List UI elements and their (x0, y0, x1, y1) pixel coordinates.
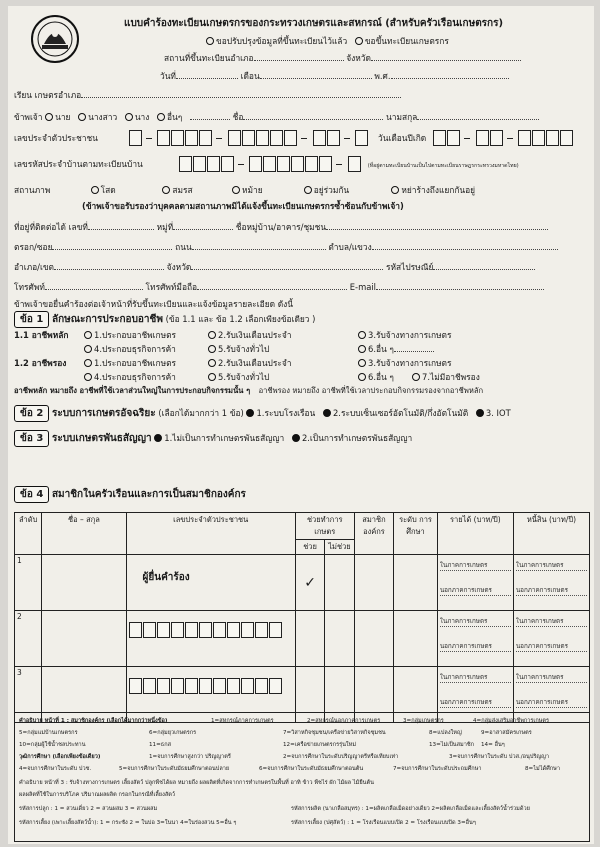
main-occ-choice-6[interactable]: 6.อื่น ๆ (358, 342, 434, 356)
table-row: 3 ในภาคการเกษตร นอกภาคการเกษตร ในภาคการเกษตร นอกภาคการเกษตร (15, 667, 590, 723)
smart-farm-sensor-radio[interactable]: 2.ระบบเซ็นเซอร์อัตโนมัติ/กึ่งอัตโนมัติ (323, 406, 468, 420)
sub-occ-choice-5[interactable]: 5.รับจ้างทั่วไป (208, 370, 269, 384)
section-2-header: ข้อ 2 ระบบการเกษตรอัจฉริยะ (เลือกได้มากกว่า 1 ข้อ) 1.ระบบโรงเรือน 2.ระบบเซ็นเซอร์อัตโนมัติ/กึ่งอัตโนมัติ 3. IOT (14, 405, 516, 422)
sub-occ-choice-3[interactable]: 3.รับจ้างทางการเกษตร (358, 356, 451, 370)
prefix-miss-radio[interactable]: นางสาว (78, 110, 117, 124)
address-line-2: ตรอก/ซอย ถนน ตำบล/แขวง (14, 240, 558, 254)
status-single-radio[interactable]: โสด (91, 183, 155, 197)
main-occ-choice-3[interactable]: 3.รับจ้างทางการเกษตร (358, 328, 451, 342)
road-field[interactable] (192, 240, 326, 250)
status-divorced-radio[interactable]: หย่าร้างถึงแยกกันอยู่ (391, 183, 475, 197)
dob-month-box[interactable] (476, 130, 489, 146)
id-cell[interactable] (126, 611, 295, 667)
registration-place-line: สถานที่ขึ้นทะเบียนอำเภอ จังหวัด (164, 51, 521, 65)
name-cell[interactable] (42, 611, 126, 667)
email-field[interactable] (376, 280, 544, 290)
district-field[interactable] (254, 51, 344, 61)
moo-field[interactable] (173, 220, 233, 230)
col-edu: ระดับ การศึกษา (394, 513, 438, 555)
occupation-definitions: อาชีพหลัก หมายถึง อาชีพที่ใช้เวลาส่วนใหญ่ในการประกอบกิจกรรมนั้น ๆ อาชีพรอง หมายถึง อาชีพที่ใช้เวลาประกอบกิจกรรมรองจากอาชีพหลัก (14, 386, 484, 395)
salutation: เรียน เกษตรอำเภอ (14, 88, 401, 102)
ministry-seal-logo (30, 14, 80, 64)
address-line-3: อำเภอ/เขต จังหวัด รหัสไปรษณีย์ (14, 260, 535, 274)
postcode-field[interactable] (433, 260, 535, 270)
date-line: วันที่ เดือน พ.ศ. (160, 69, 509, 83)
district-address-field[interactable] (54, 260, 164, 270)
first-name-field[interactable] (243, 110, 383, 120)
col-name: ชื่อ – สกุล (42, 513, 126, 555)
certification-note: (ข้าพเจ้าขอรับรองว่าบุคคลตามสถานภาพมิได้แจ้งขึ้นทะเบียนเกษตรกรซ้ำซ้อนกับข้าพเจ้า) (82, 201, 404, 211)
village-field[interactable] (326, 220, 548, 230)
name-cell[interactable] (42, 555, 126, 611)
house-id-row: เลขรหัสประจำบ้านตามทะเบียนบ้าน (ที่อยู่ตามทะเบียนบ้านเป็นไปตามทะเบียนราษฎรกระทรวงมหาดไทย) (14, 156, 519, 172)
col-income: รายได้ (บาท/ปี) (437, 513, 513, 555)
col-member: สมาชิก องค์กร (354, 513, 394, 555)
year-field[interactable] (391, 69, 509, 79)
status-widowed-radio[interactable]: หม้าย (232, 183, 296, 197)
form-sheet (8, 6, 594, 844)
household-members-table: ลำดับ ชื่อ – สกุล เลขประจำตัวประชาชน ช่วยทำการเกษตร สมาชิก องค์กร ระดับ การศึกษา รายได้ (บาท/ปี) หนี้สิน (บาท/ปี) ช่วย ไม่ช่วย 1 ผู้ยื่นคำร้อง ✓ ในภาคการเกษตร นอกภาคการเกษตร ในภาคการเกษตร นอกภาคการเกษตร 2 ในภาคการเกษตร นอกภาคการเกษตร ในภาคการเกษตร นอกภาคการเกษตร 3 ในภาคการเกษตร นอกภาคการเกษตร ในภาคการเกษตร นอกภาคการเกษตร (14, 512, 590, 723)
radio-icon (206, 37, 214, 45)
sub-occ-choice-4[interactable]: 4.ประกอบธุรกิจการค้า (84, 370, 176, 384)
main-occ-choice-4[interactable]: 4.ประกอบธุรกิจการค้า (84, 342, 176, 356)
table-row: 1 ผู้ยื่นคำร้อง ✓ ในภาคการเกษตร นอกภาคการเกษตร ในภาคการเกษตร นอกภาคการเกษตร (15, 555, 590, 611)
form-title: แบบคำร้องทะเบียนเกษตรกรของกระทรวงเกษตรและสหกรณ์ (สำหรับครัวเรือนเกษตรกร) (124, 18, 504, 29)
main-occupation-label: 1.1 อาชีพหลัก (14, 330, 69, 340)
main-occ-choice-5[interactable]: 5.รับจ้างทั่วไป (208, 342, 269, 356)
smart-farm-greenhouse-radio[interactable]: 1.ระบบโรงเรือน (246, 406, 315, 420)
sub-occ-choice-7[interactable]: 7.ไม่มีอาชีพรอง (412, 370, 480, 384)
sub-occ-choice-1[interactable]: 1.ประกอบอาชีพเกษตร (84, 356, 176, 370)
contract-no-radio[interactable]: 1.ไม่เป็นการทำเกษตรพันธสัญญา (154, 431, 284, 445)
secondary-occupation-label: 1.2 อาชีพรอง (14, 358, 67, 368)
id-digit-box[interactable] (129, 130, 142, 146)
applicant-label: ผู้ยื่นคำร้อง (142, 572, 190, 583)
option-update-checkbox[interactable]: ขอปรับปรุงข้อมูลที่ขึ้นทะเบียนไว้แล้ว (206, 34, 347, 48)
sub-occ-choice-6[interactable]: 6.อื่น ๆ (358, 370, 394, 384)
dob-year-box[interactable] (518, 130, 531, 146)
declaration-text: ข้าพเจ้าขอยื่นคำร้องต่อเจ้าหน้าที่รับขึ้นทะเบียนและแจ้งข้อมูลรายละเอียด ดังนี้ (14, 299, 293, 309)
mobile-field[interactable] (197, 280, 347, 290)
district-officer-field[interactable] (81, 88, 401, 98)
prefix-mr-radio[interactable]: นาย (45, 110, 70, 124)
prefix-other-radio[interactable]: อื่นๆ (157, 110, 182, 124)
radio-icon (355, 37, 363, 45)
house-id-digit-box[interactable] (179, 156, 192, 172)
month-field[interactable] (260, 69, 372, 79)
prefix-mrs-radio[interactable]: นาง (125, 110, 150, 124)
sub-occ-choice-2[interactable]: 2.รับเงินเดือนประจำ (208, 356, 291, 370)
col-help: ช่วยทำการเกษตร (295, 513, 354, 540)
house-no-field[interactable] (88, 220, 154, 230)
status-married-radio[interactable]: สมรส (162, 183, 224, 197)
address-line-1: ที่อยู่ที่ติดต่อได้ เลขที่ หมู่ที่ ชื่อหมู่บ้าน/อาคาร/ชุมชน (14, 220, 548, 234)
option-register-checkbox[interactable]: ขอขึ้นทะเบียนเกษตรกร (355, 34, 449, 48)
main-occ-choice-2[interactable]: 2.รับเงินเดือนประจำ (208, 328, 291, 342)
alley-field[interactable] (52, 240, 172, 250)
help-check-mark[interactable]: ✓ (295, 555, 324, 611)
contract-yes-radio[interactable]: 2.เป็นการทำเกษตรพันธสัญญา (292, 431, 412, 445)
section-4-header: ข้อ 4 สมาชิกในครัวเรือนและการเป็นสมาชิกองค์กร (14, 486, 246, 503)
id-cell[interactable] (126, 555, 295, 611)
smart-farm-iot-radio[interactable]: 3. IOT (476, 408, 511, 418)
last-name-field[interactable] (417, 110, 539, 120)
table-row: 2 ในภาคการเกษตร นอกภาคการเกษตร ในภาคการเกษตร นอกภาคการเกษตร (15, 611, 590, 667)
status-cohabit-radio[interactable]: อยู่ร่วมกัน (304, 183, 384, 197)
province-address-field[interactable] (191, 260, 383, 270)
col-debt: หนี้สิน (บาท/ปี) (513, 513, 589, 555)
contact-line: โทรศัพท์ โทรศัพท์มือถือ E-mail (14, 280, 544, 294)
day-field[interactable] (176, 69, 238, 79)
request-type-options (206, 34, 454, 48)
main-occ-choice-1[interactable]: 1.ประกอบอาชีพเกษตร (84, 328, 176, 342)
section-1-header: ข้อ 1 ลักษณะการประกอบอาชีพ (ข้อ 1.1 และ ข้อ 1.2 เลือกเพียงข้อเดียว ) (14, 311, 315, 328)
col-seq: ลำดับ (15, 513, 42, 555)
col-id: เลขประจำตัวประชาชน (126, 513, 295, 555)
dob-day-box[interactable] (433, 130, 446, 146)
citizen-id-row: เลขประจำตัวประชาชน วันเดือนปีเกิด (14, 130, 574, 146)
marital-status-row: สถานภาพ โสด สมรส หม้าย อยู่ร่วมกัน หย่าร้างถึงแยกกันอยู่ (14, 185, 476, 195)
province-field[interactable] (371, 51, 521, 61)
name-line: ข้าพเจ้า นาย นางสาว นาง อื่นๆ ชื่อ นามสกุล (14, 110, 539, 124)
subdistrict-field[interactable] (372, 240, 558, 250)
section-3-header: ข้อ 3 ระบบเกษตรพันธสัญญา 1.ไม่เป็นการทำเกษตรพันธสัญญา 2.เป็นการทำเกษตรพันธสัญญา (14, 430, 417, 447)
explanation-notes: คำอธิบาย หน้าที่ 1 : สมาชิกองค์กร (เลือกได้มากกว่าหนึ่งข้อ) 1=สหกรณ์ภาคการเกษตร 2=สหกรณ์นอกภาคการเกษตร 3=กลุ่มเกษตรกร 4=กลุ่มส่งเสริมอาชีพการเกษตร 5=กลุ่มแม่บ้านเกษตรกร 6=กลุ่มยุวเกษตรกร 7=วิสาหกิจชุมชน/เครือข่ายวิสาหกิจชุมชน 8=แปลงใหญ่ 9=อาสาสมัครเกษตร 10=กลุ่มผู้ใช้น้ำชลประทาน 11=ธกส 12=เครือข่ายเกษตรกรรุ่นใหม่ 13=ไม่เป็นสมาชิก 14= อื่นๆ วุฒิการศึกษา (เลือกเพียงข้อเดียว) 1=จบการศึกษาสูงกว่า ปริญญาตรี 2=จบการศึกษาในระดับปริญญาตรีหรือเทียบเท่า 3=จบการศึกษาในระดับ ปวส./อนุปริญญา 4=จบการศึกษาในระดับ ปวช. 5=จบการศึกษาในระดับมัธยมศึกษาตอนปลาย 6=จบการศึกษาในระดับมัธยมศึกษาตอนต้น 7=จบการศึกษาในระดับประถมศึกษา 8=ไม่ได้ศึกษา คำอธิบาย หน้าที่ 3 : รับจ้างทางการเกษตร เลี้ยงสัตว์ ปลูกพืชได้ผล หมายถึง ผลผลิตที่เกิดจากการทำเกษตรในพื้นที่ อาทิ ข้าว พืชไร่ ผัก ไม้ผล ไม้ยืนต้น ผลผลิตที่ใช้ในการบริโภค ปริมาณผลผลิต กรอกในกรณีที่เลี้ยงสัตว์ รหัสการปลูก : 1 = สวนเดี่ยว 2 = สวนผสม 3 = สวนผสม รหัสการผลิต (นาเกลือสมุทร) : 1=ผลิตเกลือเม็ดอย่างเดียว 2=ผลิตเกลือเม็ดและเลี้ยงสัตว์น้ำร่วมด้วย รหัสการเลี้ยง (เพาะเลี้ยงสัตว์น้ำ): 1 = กระชัง 2 = ในบ่อ 3=ในนา 4=ในร่องสวน 5=อื่น ๆ รหัสการเลี้ยง (ปศุสัตว์) : 1 = โรงเรือนแบบเปิด 2 = โรงเรือนแบบปิด 3=อื่นๆ (14, 712, 590, 842)
phone-field[interactable] (45, 280, 143, 290)
